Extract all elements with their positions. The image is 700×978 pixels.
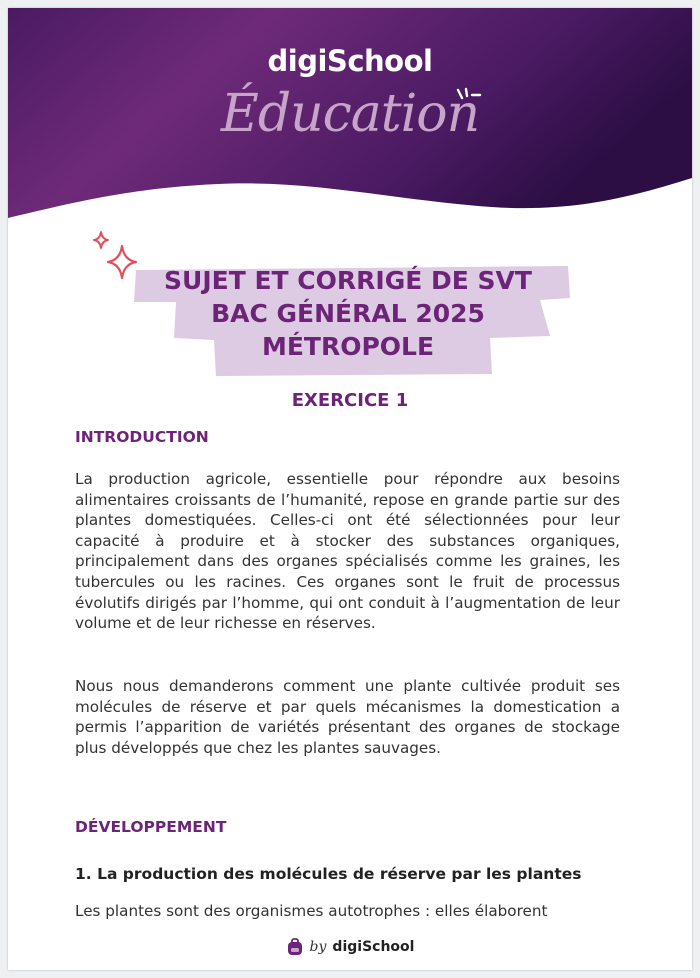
brand-logo-text: digiSchool	[267, 44, 433, 78]
brand-subtitle: Éducation	[220, 84, 480, 144]
development-subheading: 1. La production des molécules de réserve par les plantes	[75, 865, 582, 883]
development-heading: DÉVELOPPEMENT	[75, 818, 227, 836]
title-line-1: SUJET ET CORRIGÉ DE SVT	[164, 266, 532, 295]
introduction-heading: INTRODUCTION	[75, 428, 209, 446]
exercise-heading: EXERCICE 1	[291, 390, 409, 411]
footer-brand: digiSchool	[332, 939, 415, 955]
development-paragraph: Les plantes sont des organismes autotrophes : elles élaborent	[75, 902, 548, 920]
page-footer	[8, 934, 692, 960]
footer-by-text: by	[309, 939, 327, 955]
title-line-3: MÉTROPOLE	[261, 332, 435, 361]
document-page	[8, 8, 692, 970]
backpack-icon	[286, 938, 304, 956]
title-line-2: BAC GÉNÉRAL 2025	[211, 299, 485, 328]
introduction-paragraph-1: La production agricole, essentielle pour répondre aux besoins alimentaires croissants de l’humanité, repose en grande partie sur des plantes domestiquées. Celles-ci ont été sélectionnées pour leur capacité à produire et à stocker des substances organiques, principalement dans des organes spécialisés comme les graines, les tubercules ou les racines. Ces organes sont le fruit de processus évolutifs dirigés par l’homme, qui ont conduit à l’augmentation de leur volume et de leur richesse en réserves.	[75, 470, 620, 633]
document-title	[108, 264, 588, 363]
sparkle-lines-icon	[454, 86, 484, 114]
introduction-paragraph-2: Nous nous demanderons comment une plante cultivée produit ses molécules de réserve et par quels mécanismes la domestication a permis l’apparition de variétés présentant des organes de stockage plus développés que chez les plantes sauvages.	[75, 677, 620, 757]
